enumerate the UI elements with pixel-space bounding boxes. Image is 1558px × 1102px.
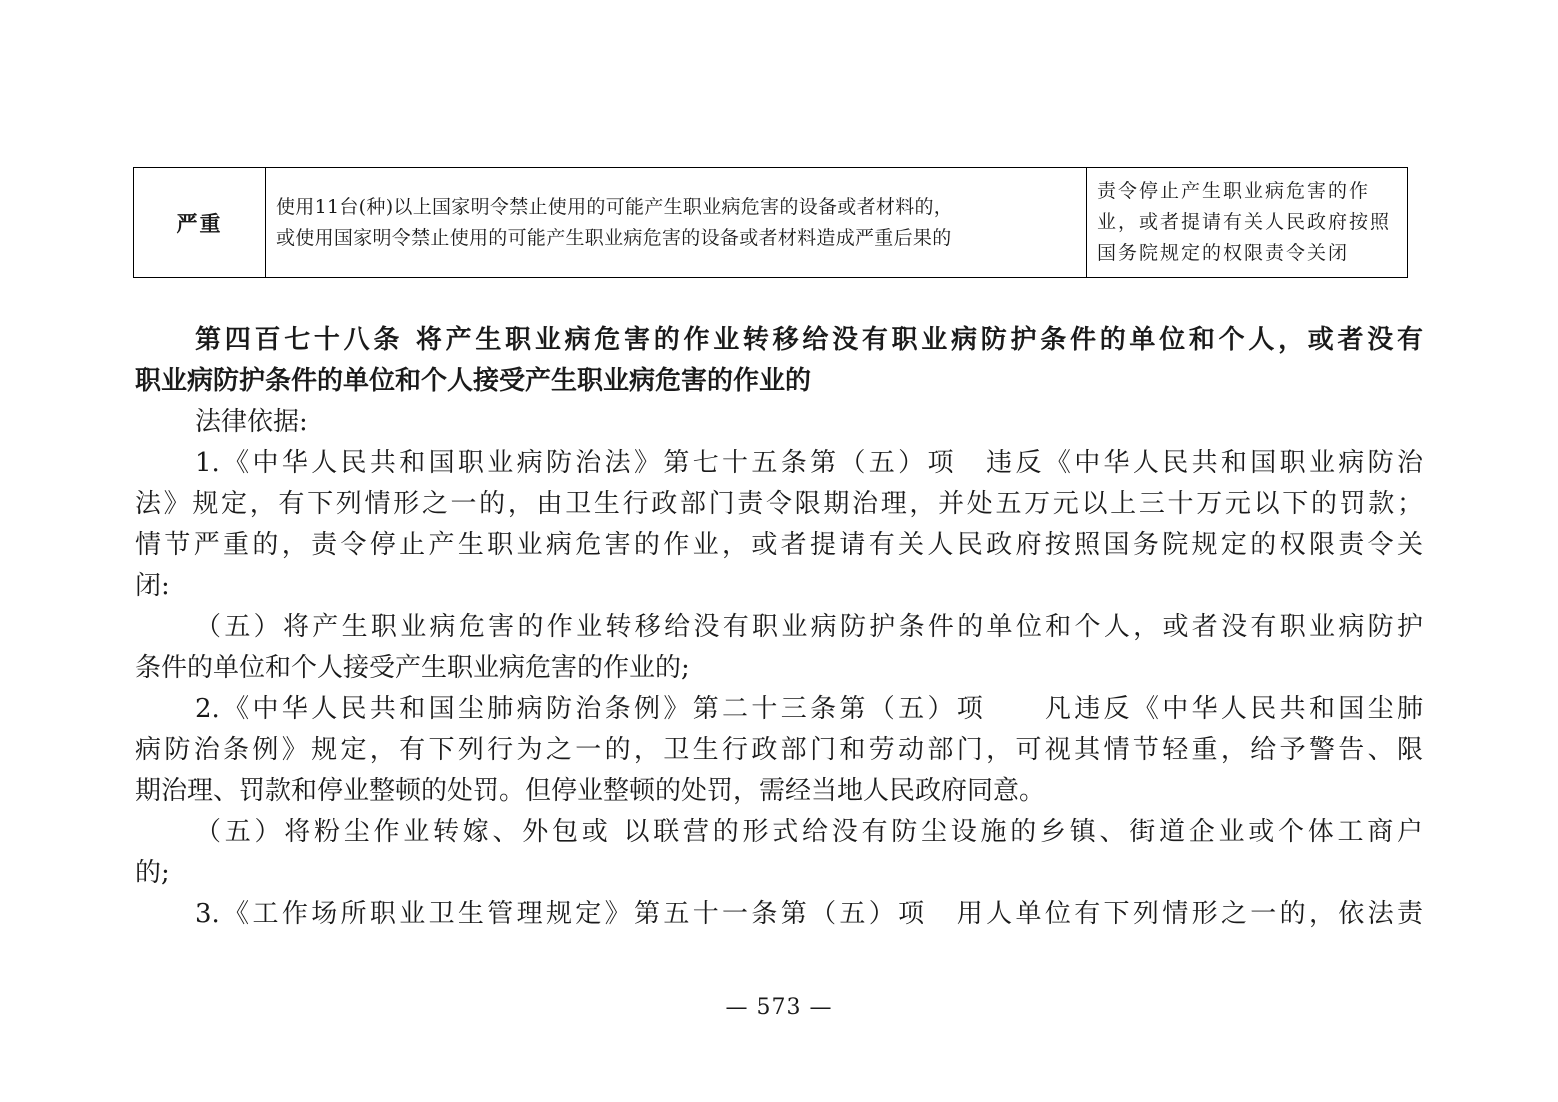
- penalty-line: 国务院规定的权限责令关闭: [1097, 242, 1350, 264]
- paragraph-line: 期治理、罚款和停业整顿的处罚。但停业整顿的处罚，需经当地人民政府同意。: [135, 776, 1046, 806]
- paragraph-pneumoconiosis-regulation: [135, 689, 1423, 812]
- condition-line: 使用11台(种)以上国家明令禁止使用的可能产生职业病危害的设备或者材料的，: [276, 195, 954, 218]
- paragraph-line: 闭:: [135, 571, 170, 601]
- paragraph-line: 情节严重的，责令停止产生职业病危害的作业，或者提请有关人民政府按照国务院规定的权限责令关: [135, 530, 1423, 560]
- table-row: [134, 168, 1408, 278]
- paragraph-line: 的;: [135, 858, 170, 888]
- paragraph-line: 2.《中华人民共和国尘肺病防治条例》第二十三条第（五）项 凡违反《中华人民共和国尘肺: [195, 694, 1423, 724]
- article-body: [135, 320, 1423, 935]
- heading-line: 第四百七十八条 将产生职业病危害的作业转移给没有职业病防护条件的单位和个人，或者没有: [195, 325, 1423, 355]
- severity-cell: 严重: [134, 168, 266, 278]
- legal-basis-label: 法律依据:: [195, 407, 308, 437]
- condition-line: 或使用国家明令禁止使用的可能产生职业病危害的设备或者材料造成严重后果的: [276, 226, 952, 249]
- heading-line: 职业病防护条件的单位和个人接受产生职业病危害的作业的: [135, 366, 812, 396]
- paragraph-line: 病防治条例》规定，有下列行为之一的，卫生行政部门和劳动部门，可视其情节轻重，给予警告、限: [135, 735, 1423, 765]
- page-number: — 573 —: [725, 995, 833, 1020]
- penalty-table: [133, 167, 1408, 278]
- penalty-line: 责令停止产生职业病危害的作: [1097, 180, 1371, 202]
- penalty-line: 业，或者提请有关人民政府按照: [1097, 211, 1392, 233]
- paragraph-line: 3.《工作场所职业卫生管理规定》第五十一条第（五）项 用人单位有下列情形之一的，依法责: [195, 899, 1423, 929]
- paragraph-line: 条件的单位和个人接受产生职业病危害的作业的;: [135, 653, 690, 683]
- paragraph-line: 1.《中华人民共和国职业病防治法》第七十五条第（五）项 违反《中华人民共和国职业病防治: [195, 448, 1423, 478]
- paragraph-item-five: [135, 607, 1423, 689]
- paragraph-workplace-regulation: [135, 894, 1423, 935]
- article-heading: [135, 320, 1423, 402]
- penalty-cell: [1087, 168, 1408, 278]
- paragraph-dust-work-item: [135, 812, 1423, 894]
- paragraph-occupational-disease-law: [135, 443, 1423, 607]
- paragraph-line: （五）将粉尘作业转嫁、外包或 以联营的形式给没有防尘设施的乡镇、街道企业或个体工商户: [195, 817, 1423, 847]
- condition-cell: [266, 168, 1087, 278]
- paragraph-line: （五）将产生职业病危害的作业转移给没有职业病防护条件的单位和个人，或者没有职业病防护: [195, 612, 1423, 642]
- paragraph-line: 法》规定，有下列情形之一的，由卫生行政部门责令限期治理，并处五万元以上三十万元以下的罚款；: [135, 489, 1423, 519]
